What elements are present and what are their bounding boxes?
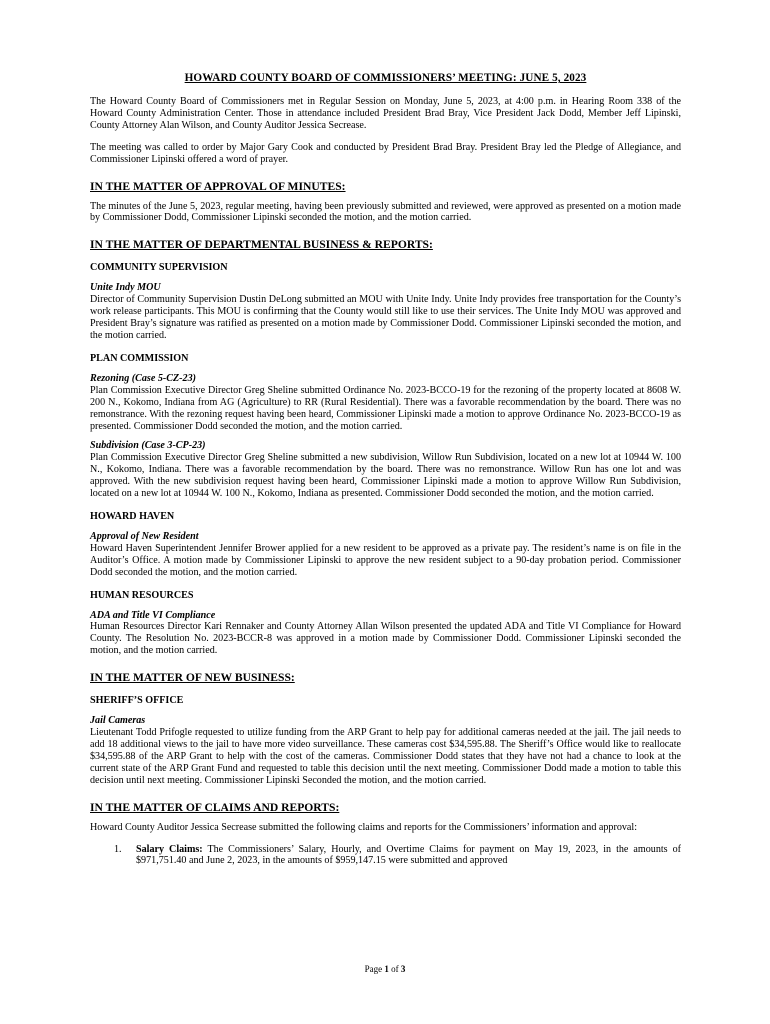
minutes-paragraph: The minutes of the June 5, 2023, regular meeting, having been previously submitted and reviewed, were approved as presented on a motion made by Commissioner Dodd, Commissioner Lipinski seconded the motion, and the motion carried. [90,200,681,224]
dept-heading-sheriffs-office: SHERIFF’S OFFICE [90,695,184,707]
footer-page-total: 3 [400,964,406,974]
page-footer [0,964,770,974]
human-resources-block [90,610,681,658]
subheading-ada-compliance: ADA and Title VI Compliance [90,609,216,621]
dept-heading-howard-haven: HOWARD HAVEN [90,510,175,522]
section-heading-minutes: IN THE MATTER OF APPROVAL OF MINUTES: [90,179,346,193]
section-heading-new-business: IN THE MATTER OF NEW BUSINESS: [90,671,295,685]
human-resources-paragraph: Human Resources Director Kari Rennaker and County Attorney Allan Wilson presented the updated ADA and Title VI Compliance for Howard County. The Resolution No. 2023-BCCR-8 was approved in a motion made by Commissioner Dodd. Commissioner Lipinski seconded the motion, and the motion carried. [90,621,681,657]
footer-prefix: Page [364,964,385,974]
rezoning-paragraph: Plan Commission Executive Director Greg Sheline submitted Ordinance No. 2023-BCCO-19 for the rezoning of the property located at 8608 W. 200 N., Kokomo, Indiana from AG (Agriculture) to RR (Rural Residential). There was a favorable recommendation by the board. There was no remonstrance. With the rezoning request having been heard, Commissioner Lipinski made a motion to approve Ordinance No. 2023-BCCO-19 as presented. Commissioner Dodd seconded the motion, and the motion carried. [90,384,681,432]
sheriff-block [90,715,681,786]
community-supervision-paragraph: Director of Community Supervision Dustin DeLong submitted an MOU with Unite Indy. Unite Indy provides free transportation for the County’s work release participants. This MOU is confirming that the County would still like to use their services. The Unite Indy MOU was approved and President Bray’s signature was ratified as presented on a motion made by Commissioner Dodd. Commissioner Lipinski seconded the motion, and the motion carried. [90,294,681,341]
rezoning-block [90,373,681,433]
list-item-text: The Commissioners’ Salary, Hourly, and Overtime Claims for payment on May 19, 2023, in the amounts of $971,751.40 and June 2, 2023, in the amounts of $959,147.15 were submitted and approved [136,843,681,867]
jail-cameras-paragraph: Lieutenant Todd Prifogle requested to utilize funding from the ARP Grant to help pay for additional cameras needed at the jail. The jail needs to add 18 additional views to the jail to have more video surveillance. These cameras cost $34,595.88. The Sheriff’s Office would like to reallocate $34,595.88 of the ARP Grant to help with the cost of the cameras. Commissioner Dodd states that they have not had a chance to look at the current state of the ARP Grant Fund and requested to table this decision until the next meeting. Commissioner Dodd made a motion to table this decision until next meeting. Commissioner Lipinski Seconded the motion, and the motion carried. [90,727,681,786]
list-item-label: Salary Claims: [136,843,203,855]
footer-of: of [388,964,401,974]
section-heading-departmental: IN THE MATTER OF DEPARTMENTAL BUSINESS & REPORTS: [90,238,433,252]
claims-intro-paragraph: Howard County Auditor Jessica Secrease submitted the following claims and reports for the Commissioners’ information and approval: [90,821,638,833]
intro-paragraph-attendance: The Howard County Board of Commissioners met in Regular Session on Monday, June 5, 2023, at 4:00 p.m. in Hearing Room 338 of the Howard County Administration Center. Those in attendance included President Brad Bray, Vice President Jack Dodd, Member Jeff Lipinski, County Attorney Alan Wilson, and County Auditor Jessica Secrease. [90,96,681,131]
document-page [90,72,681,867]
intro-paragraph-call-to-order: The meeting was called to order by Major Gary Cook and conducted by President Brad Bray. President Bray led the Pledge of Allegiance, and Commissioner Lipinski offered a word of prayer. [90,141,681,165]
subheading-rezoning: Rezoning (Case 5-CZ-23) [90,372,196,384]
claims-list [90,844,681,868]
footer-page-number: 1 [384,964,389,974]
community-supervision-block [90,282,681,342]
section-heading-claims: IN THE MATTER OF CLAIMS AND REPORTS: [90,800,340,814]
document-title: HOWARD COUNTY BOARD OF COMMISSIONERS’ MEETING: JUNE 5, 2023 [184,72,587,84]
subheading-new-resident: Approval of New Resident [90,530,199,542]
subheading-unite-indy: Unite Indy MOU [90,282,161,294]
dept-heading-plan-commission: PLAN COMMISSION [90,352,189,364]
howard-haven-block [90,531,681,579]
list-item [90,844,681,868]
list-item-number: 1. [114,843,122,855]
subdivision-block [90,440,681,500]
subheading-jail-cameras: Jail Cameras [90,715,146,727]
subheading-subdivision: Subdivision (Case 3-CP-23) [90,440,206,452]
subdivision-paragraph: Plan Commission Executive Director Greg Sheline submitted a new subdivision, Willow Run Subdivision, located on a new lot at 10944 W. 100 N., Kokomo, Indiana. There was a favorable recommendation by the board. There was no remonstrance. Willow Run has one lot and was approved. With the new subdivision request having been heard, Commissioner Lipinski made a motion to approve Willow Run Subdivision, located on a new lot at 10944 W. 100 N., Kokomo, Indiana as presented. Commissioner Dodd seconded the motion, and the motion carried. [90,452,681,500]
howard-haven-paragraph: Howard Haven Superintendent Jennifer Brower applied for a new resident to be approved as a private pay. The resident’s name is on file in the Auditor’s Office. A motion made by Commissioner Lipinski to approve the new resident subject to a 90-day probation period. Commissioner Dodd seconded the motion, and the motion carried. [90,542,681,578]
dept-heading-human-resources: HUMAN RESOURCES [90,589,194,601]
dept-heading-community-supervision: COMMUNITY SUPERVISION [90,262,228,274]
